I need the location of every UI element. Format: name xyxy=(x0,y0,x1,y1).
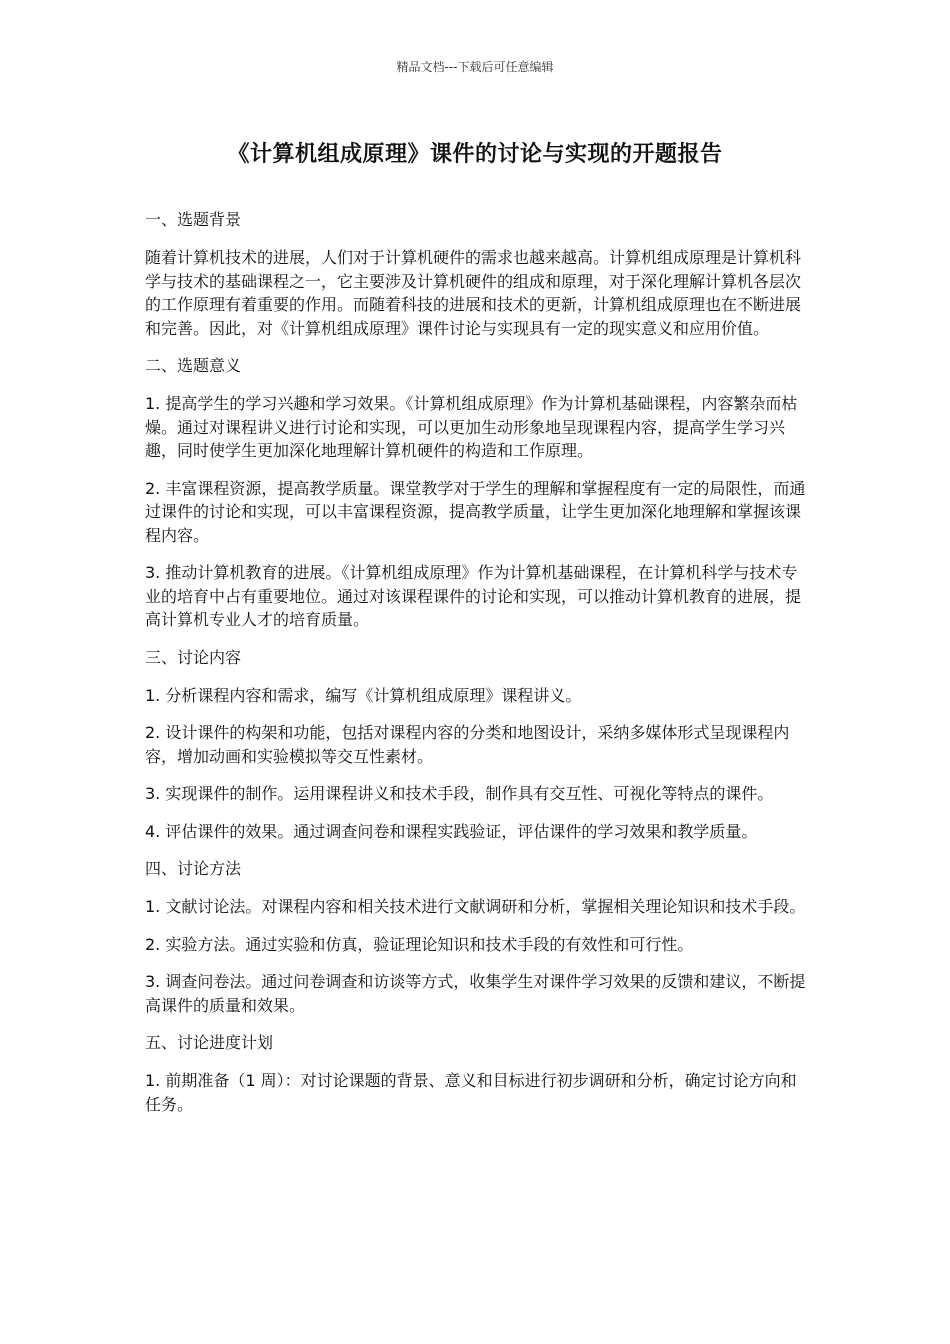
paragraph-content-2: 2. 设计课件的构架和功能，包括对课程内容的分类和地图设计，采纳多媒体形式呈现课程内容，增加动画和实验模拟等交互性素材。 xyxy=(145,723,790,766)
paragraph-significance-2: 2. 丰富课程资源，提高教学质量。课堂教学对于学生的理解和掌握程度有一定的局限性，而通过课件的讨论和实现，可以丰富课程资源，提高教学质量，让学生更加深化地理解和掌握该课程内容。 xyxy=(145,478,806,545)
paragraph-content-3: 3. 实现课件的制作。运用课程讲义和技术手段，制作具有交互性、可视化等特点的课件。 xyxy=(145,784,774,803)
paragraph-significance-3: 3. 推动计算机教育的进展。《计算机组成原理》作为计算机基础课程，在计算机科学与技术专业的培育中占有重要地位。通过对该课程课件的讨论和实现，可以推动计算机教育的进展，提高计算机专业人才的培育质量。 xyxy=(145,563,802,629)
document-title: 《计算机组成原理》课件的讨论与实现的开题报告 xyxy=(227,142,723,167)
paragraph-content-1: 1. 分析课程内容和需求，编写《计算机组成原理》课程讲义。 xyxy=(145,685,582,705)
paragraph-schedule-1: 1. 前期准备（1 周）：对讨论课题的背景、意义和目标进行初步调研和分析，确定讨论方向和任务。 xyxy=(145,1071,797,1114)
paragraph-background: 随着计算机技术的进展，人们对于计算机硬件的需求也越来越高。计算机组成原理是计算机科学与技术的基础课程之一，它主要涉及计算机硬件的组成和原理，对于深化理解计算机各层次的工作原理有着重要的作用。而随着科技的进展和技术的更新，计算机组成原理也在不断进展和完善。因此，对《计算机组成原理》课件讨论与实现具有一定的现实意义和应用价值。 xyxy=(145,248,802,338)
paragraph-significance-1: 1. 提高学生的学习兴趣和学习效果。《计算机组成原理》作为计算机基础课程，内容繁杂而枯燥。通过对课程讲义进行讨论和实现，可以更加生动形象地呈现课程内容，提高学生学习兴趣，同时使学生更加深化地理解计算机硬件的构造和工作原理。 xyxy=(145,394,798,460)
section-heading-significance: 二、选题意义 xyxy=(145,356,242,375)
section-heading-schedule: 五、讨论进度计划 xyxy=(145,1033,274,1052)
paragraph-content-4: 4. 评估课件的效果。通过调查问卷和课程实践验证，评估课件的学习效果和教学质量。 xyxy=(145,821,758,841)
paragraph-methods-1: 1. 文献讨论法。对课程内容和相关技术进行文献调研和分析，掌握相关理论知识和技术手段。 xyxy=(145,897,806,916)
section-heading-content: 三、讨论内容 xyxy=(145,647,242,667)
page-header-watermark: 精品文档---下载后可任意编辑 xyxy=(396,60,554,74)
section-heading-methods: 四、讨论方法 xyxy=(145,859,242,878)
paragraph-methods-3: 3. 调查问卷法。通过问卷调查和访谈等方式，收集学生对课件学习效果的反馈和建议，不断提高课件的质量和效果。 xyxy=(145,972,806,1015)
document-body xyxy=(145,208,810,1130)
section-heading-background: 一、选题背景 xyxy=(145,210,242,229)
paragraph-methods-2: 2. 实验方法。通过实验和仿真，验证理论知识和技术手段的有效性和可行性。 xyxy=(145,934,694,954)
